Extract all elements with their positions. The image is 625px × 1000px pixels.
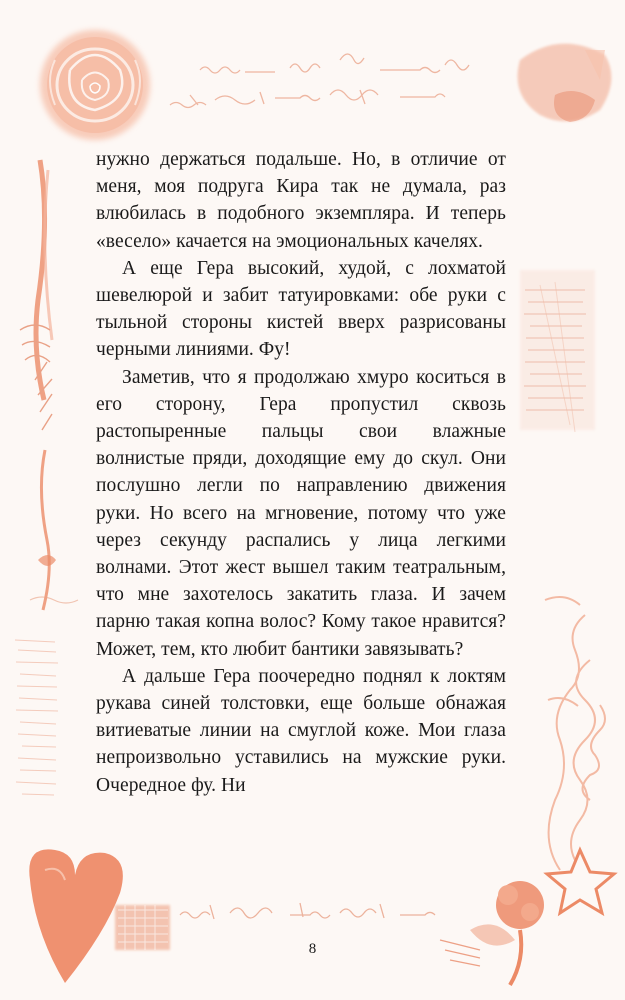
page-number: 8	[308, 941, 317, 957]
flower-icon	[440, 881, 544, 985]
star-icon	[547, 850, 614, 913]
paragraph: А еще Гера высокий, худой, с лохматой шевелюрой и забит татуировками: обе руки с тыльной стороны кистей вверх разрисованы черными линиями. Фу!	[96, 257, 506, 361]
rose-icon	[40, 30, 150, 140]
paragraph: нужно держаться подальше. Но, в отличие от меня, моя подруга Кира так не думала, раз влюбилась в подобного экземпляра. И теперь «весело» качается на эмоциональных качелях.	[96, 149, 506, 252]
paint-scratch-right	[520, 270, 595, 432]
handwriting-decor-bottom	[180, 903, 435, 919]
brush-strokes-left	[15, 160, 78, 795]
handwriting-decor-right	[545, 597, 605, 870]
heart-icon	[29, 849, 170, 983]
body-text	[96, 146, 506, 799]
paragraph: Заметив, что я продолжаю хмуро коситься в его сторону, Гера пропустил сквозь растопыренные пальцы свои влажные волнистые пряди, доходящие ему до скул. Они послушно легли по направлению движения руки. Но всего на мгновение, потому что уже через секунду распались у лица легкими волнами. Этот жест вышел таким театральным, что мне захотелось закатить глаза. И зачем парню такая копна волос? Кому такое нравится? Может, тем, кто любит бантики завязывать?	[96, 366, 506, 660]
paint-smudge-top-right	[518, 44, 612, 122]
handwriting-decor-top	[170, 54, 469, 108]
paragraph: А дальше Гера поочередно поднял к локтям рукава синей толстовки, еще больше обнажая витиеватые линии на смуглой коже. Мои глаза непроизвольно уставились на мужские руки. Очередное фу. Ни	[96, 665, 506, 796]
